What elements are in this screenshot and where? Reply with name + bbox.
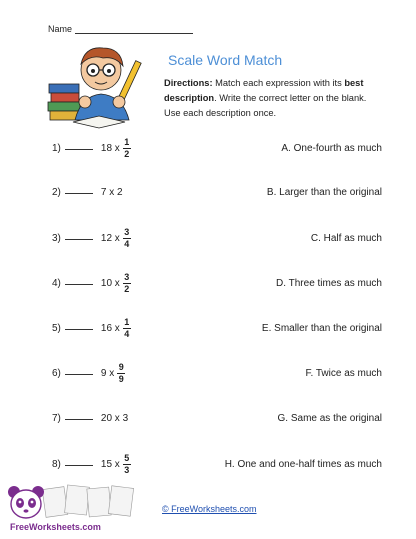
answer-blank[interactable] [65, 366, 93, 375]
problem-number: 2) [52, 186, 61, 198]
answer-blank[interactable] [65, 457, 93, 466]
numerator: 5 [124, 452, 130, 463]
copyright-link[interactable]: © FreeWorksheets.com [162, 504, 257, 514]
name-label: Name [48, 24, 73, 34]
fraction [123, 453, 131, 476]
directions-part2: . Write the correct letter on the blank. Use each description once. [164, 93, 367, 118]
numerator: 3 [124, 271, 130, 282]
problem-number: 3) [52, 232, 61, 244]
description-option: A. One-fourth as much [281, 142, 382, 154]
numerator: 9 [118, 361, 124, 372]
description-option: G. Same as the original [277, 412, 382, 424]
problem-number: 6) [52, 367, 61, 379]
expression-base: 10 x [100, 277, 120, 289]
directions-lead: Directions: [164, 78, 213, 88]
expression-base: 18 x [100, 142, 120, 154]
answer-blank[interactable] [65, 411, 93, 420]
problem-row [52, 224, 382, 252]
name-blank-line[interactable] [75, 24, 193, 34]
fraction [123, 137, 131, 160]
fraction [123, 272, 131, 295]
description-option: E. Smaller than the original [261, 322, 382, 334]
answer-blank[interactable] [65, 276, 93, 285]
logo-text: FreeWorksheets.com [10, 522, 101, 532]
problem-row [52, 178, 382, 206]
fraction [123, 227, 131, 250]
problem-row [52, 269, 382, 297]
directions-emphasis: best description [164, 78, 364, 103]
expression-base: 15 x [100, 458, 120, 470]
problem-row [52, 134, 382, 162]
student-mascot-illustration [45, 40, 153, 132]
problem-row [52, 404, 382, 432]
name-field [48, 24, 193, 34]
freeworksheets-logo [4, 484, 146, 536]
problem-row [52, 314, 382, 342]
problem-number: 5) [52, 322, 61, 334]
problem-number: 1) [52, 142, 61, 154]
denominator: 4 [124, 238, 130, 249]
expression-base: 16 x [100, 322, 120, 334]
denominator: 2 [124, 148, 130, 159]
description-option: H. One and one-half times as much [224, 458, 382, 470]
denominator: 9 [118, 373, 124, 384]
expression-base: 9 x [100, 367, 115, 379]
worksheet-title: Scale Word Match [168, 52, 283, 68]
description-option: F. Twice as much [305, 367, 382, 379]
description-option: C. Half as much [310, 232, 382, 244]
problem-number: 8) [52, 458, 61, 470]
expression-base: 20 x 3 [100, 412, 129, 424]
description-option: D. Three times as much [276, 277, 382, 289]
denominator: 4 [124, 328, 130, 339]
problem-row [52, 450, 382, 478]
answer-blank[interactable] [65, 231, 93, 240]
problem-row [52, 359, 382, 387]
numerator: 3 [124, 226, 130, 237]
answer-blank[interactable] [65, 321, 93, 330]
problem-number: 4) [52, 277, 61, 289]
directions-part1: Match each expression with its [212, 78, 345, 88]
numerator: 1 [124, 136, 130, 147]
directions-text [164, 76, 384, 121]
problem-number: 7) [52, 412, 61, 424]
denominator: 3 [124, 464, 130, 475]
description-option: B. Larger than the original [266, 186, 382, 198]
fraction [117, 362, 125, 385]
expression-base: 12 x [100, 232, 120, 244]
denominator: 2 [124, 283, 130, 294]
answer-blank[interactable] [65, 185, 93, 194]
fraction [123, 317, 131, 340]
expression-base: 7 x 2 [100, 186, 123, 198]
numerator: 1 [124, 316, 130, 327]
answer-blank[interactable] [65, 141, 93, 150]
